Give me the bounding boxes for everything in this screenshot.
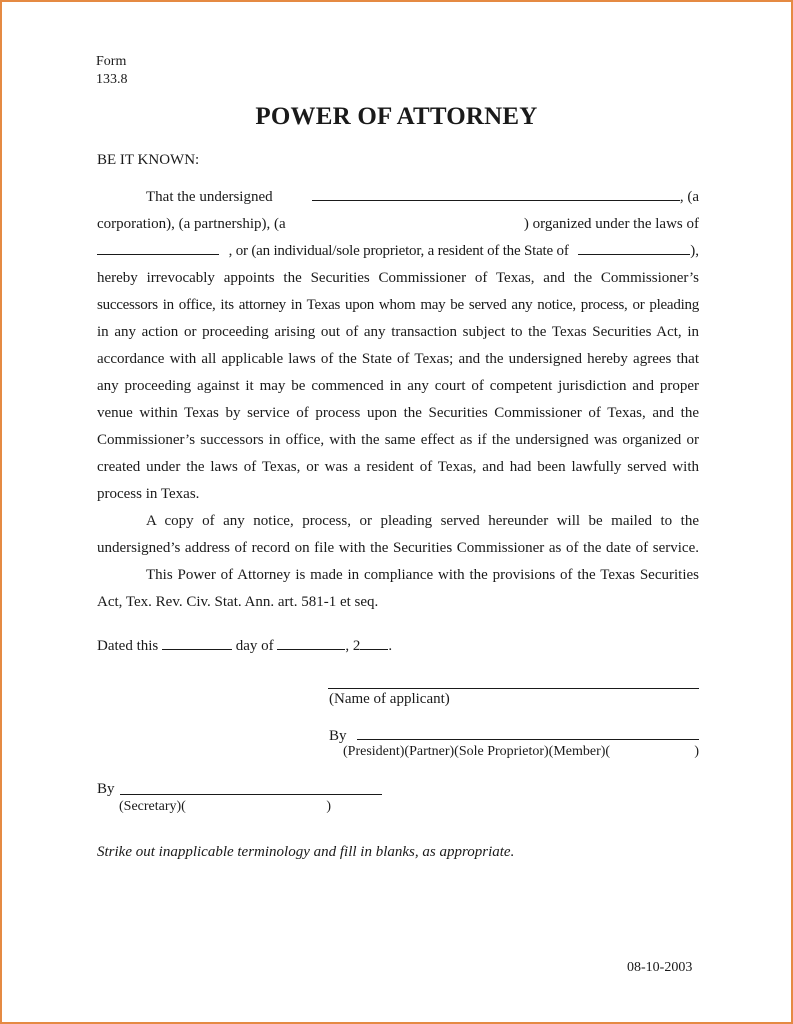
undersigned-name-blank[interactable] xyxy=(312,188,680,201)
day-blank[interactable] xyxy=(162,637,232,650)
by-label: By xyxy=(329,728,347,744)
form-label: Form xyxy=(96,54,127,69)
para1-line-4: hereby irrevocably appoints the Securities Commissioner of Texas, and the Commissioner’s xyxy=(97,270,699,286)
month-blank[interactable] xyxy=(277,637,345,650)
para1-line-8: any proceeding against it may be commenced in any court of competent jurisdiction and proper xyxy=(97,378,699,394)
form-number: 133.8 xyxy=(96,72,128,87)
para2-line-1: A copy of any notice, process, or pleading served hereunder will be mailed to the xyxy=(146,513,699,529)
opening-phrase: BE IT KNOWN: xyxy=(97,152,200,168)
para3-line-2: Act, Tex. Rev. Civ. Stat. Ann. art. 581-1 et seq. xyxy=(97,594,379,610)
para2-line-2: undersigned’s address of record on file with the Securities Commissioner as of the date of service. xyxy=(97,540,699,556)
para1-line-12: process in Texas. xyxy=(97,486,200,502)
state-of-organization-blank[interactable] xyxy=(97,242,219,255)
dated-line: Dated this day of , 2 . xyxy=(97,638,393,654)
form-id xyxy=(96,53,128,89)
para1-line-6: in any action or proceeding arising out of any transaction subject to the Texas Securities Act, in xyxy=(97,324,699,340)
secretary-line: (Secretary)( ) xyxy=(119,799,331,814)
document-title: POWER OF ATTORNEY xyxy=(255,103,538,130)
by2-label: By xyxy=(97,781,115,797)
para1-line-3: , or (an individual/sole proprietor, a resident of the State of ), xyxy=(97,242,699,260)
instruction-note: Strike out inapplicable terminology and fill in blanks, as appropriate. xyxy=(97,844,515,860)
secretary-signature-line[interactable] xyxy=(120,794,382,795)
revision-date: 08-10-2003 xyxy=(627,960,693,975)
applicant-label: (Name of applicant) xyxy=(329,691,450,707)
capacity-line: (President)(Partner)(Sole Proprietor)(Member)( ) xyxy=(343,744,699,759)
applicant-name-line[interactable] xyxy=(328,688,699,689)
para1-line-10: Commissioner’s successors in office, with the same effect as if the undersigned was organized or xyxy=(97,432,699,448)
by-signature-line[interactable] xyxy=(357,739,699,740)
para1-line-5: successors in office, its attorney in Texas upon whom may be served any notice, process, or pleading xyxy=(97,297,699,313)
para1-line-1: That the undersigned , (a xyxy=(146,189,699,205)
para1-line-11: created under the laws of Texas, or was a resident of Texas, and had been lawfully served with xyxy=(97,459,699,475)
year-blank[interactable] xyxy=(360,637,388,650)
para1-line-2: corporation), (a partnership), (a ) organized under the laws of xyxy=(97,216,699,232)
para1-line-7: accordance with all applicable laws of the State of Texas; and the undersigned hereby agrees that xyxy=(97,351,699,367)
para3-line-1: This Power of Attorney is made in compliance with the provisions of the Texas Securities xyxy=(146,567,699,583)
state-of-residence-blank[interactable] xyxy=(578,242,690,255)
para1-line-9: venue within Texas by service of process upon the Securities Commissioner of Texas, and the xyxy=(97,405,699,421)
